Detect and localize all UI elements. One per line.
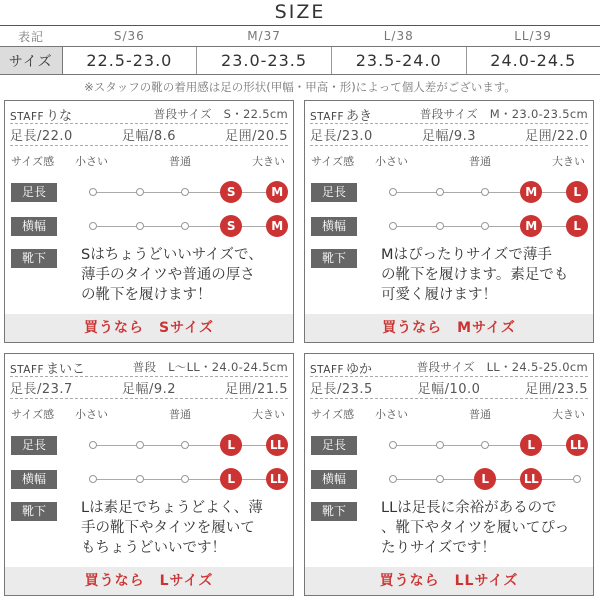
staff-name: りな <box>46 109 73 124</box>
row-tag: 靴下 <box>311 249 357 268</box>
width-scale-marker: S <box>220 215 242 237</box>
length-scale-point <box>136 188 144 196</box>
comment-line: の靴下を履けます。素足でも <box>381 267 569 283</box>
page-title: SIZE <box>274 1 326 23</box>
length-scale-marker: L <box>520 434 542 456</box>
length-scale-marker: L <box>220 434 242 456</box>
staff-name: ゆか <box>346 362 373 377</box>
row-tag: 靴下 <box>11 249 57 268</box>
length-scale-marker: M <box>520 181 542 203</box>
foot-measurements <box>10 378 288 398</box>
staff-header <box>310 358 588 378</box>
fit-label: サイズ感 <box>311 155 355 168</box>
dashed-divider <box>10 123 288 124</box>
comment-line: 可愛く履けます！ <box>381 287 497 303</box>
length-scale-marker: LL <box>266 434 288 456</box>
staff-comment <box>81 498 293 558</box>
comment-line: たりサイズです！ <box>381 540 496 556</box>
foot-length: 足長/23.0 <box>310 129 373 144</box>
scale-normal: 普通 <box>169 408 191 421</box>
dashed-divider <box>10 145 288 146</box>
fit-label: サイズ感 <box>11 408 55 421</box>
fit-scale-labels <box>5 153 293 167</box>
row-tag: 横幅 <box>11 470 57 489</box>
foot-width: 足幅/8.6 <box>121 129 177 144</box>
staff-header <box>310 105 588 125</box>
length-scale-point <box>481 441 489 449</box>
staff-card <box>4 353 294 596</box>
staff-card <box>304 353 594 596</box>
staff-header <box>10 105 288 125</box>
size-value: 23.5-24.0 <box>331 47 466 75</box>
length-scale-point <box>389 441 397 449</box>
foot-measurements <box>10 125 288 145</box>
fit-scale-labels <box>5 406 293 420</box>
width-scale-marker: L <box>566 215 588 237</box>
dashed-divider <box>310 123 588 124</box>
size-value: 23.0-23.5 <box>197 47 332 75</box>
scale-large: 大きい <box>552 155 585 168</box>
row-tag: 足長 <box>311 183 357 202</box>
size-value: 24.0-24.5 <box>466 47 600 75</box>
scale-large: 大きい <box>252 155 285 168</box>
width-scale-marker: L <box>474 468 496 490</box>
staff-label: STAFF <box>10 364 45 376</box>
width-scale-point <box>136 222 144 230</box>
foot-girth: 足囲/20.5 <box>225 129 288 144</box>
scale-normal: 普通 <box>469 155 491 168</box>
recommendation: 買うなら LLサイズ <box>305 567 593 595</box>
row-tag: 足長 <box>11 183 57 202</box>
fit-scale-labels <box>305 406 593 420</box>
width-scale-marker: M <box>520 215 542 237</box>
recommendation: 買うなら Lサイズ <box>5 567 293 595</box>
length-scale-marker: L <box>566 181 588 203</box>
staff-name: まいこ <box>46 362 86 377</box>
foot-girth: 足囲/22.0 <box>525 129 588 144</box>
scale-small: 小さい <box>75 408 108 421</box>
size-header: M/37 <box>247 29 281 43</box>
row-tag: 足長 <box>11 436 57 455</box>
scale-small: 小さい <box>375 155 408 168</box>
size-table-value-row <box>0 47 600 75</box>
size-header: L/38 <box>383 29 414 43</box>
width-scale-point <box>389 475 397 483</box>
usual-size: 普段サイズ LL・24.5-25.0cm <box>416 360 588 374</box>
size-header: LL/39 <box>514 29 552 43</box>
foot-length: 足長/23.5 <box>310 382 373 397</box>
row-tag: 横幅 <box>311 217 357 236</box>
comment-line: Mはぴったりサイズで薄手 <box>381 247 552 263</box>
fit-label: サイズ感 <box>311 408 355 421</box>
width-scale-marker: LL <box>520 468 542 490</box>
comment-line: もちょうどいいです！ <box>81 540 226 556</box>
scale-small: 小さい <box>375 408 408 421</box>
width-scale-point <box>389 222 397 230</box>
length-scale-point <box>436 188 444 196</box>
size-header: S/36 <box>113 29 145 43</box>
width-scale-point <box>181 475 189 483</box>
size-header-label: 表記 <box>17 29 44 44</box>
usual-size: 普段 L〜LL・24.0-24.5cm <box>132 360 288 374</box>
foot-girth: 足囲/23.5 <box>525 382 588 397</box>
fit-scale-labels <box>305 153 593 167</box>
scale-normal: 普通 <box>469 408 491 421</box>
size-row-label: サイズ <box>0 47 62 75</box>
comment-line: 薄手のタイツや普通の厚さ <box>81 267 255 283</box>
scale-normal: 普通 <box>169 155 191 168</box>
usual-size: 普段サイズ M・23.0-23.5cm <box>419 107 588 121</box>
size-table-header-row <box>0 26 600 47</box>
size-value: 22.5-23.0 <box>62 47 197 75</box>
foot-width: 足幅/9.2 <box>121 382 177 397</box>
length-scale-point <box>389 188 397 196</box>
width-scale-marker: L <box>220 468 242 490</box>
row-tag: 横幅 <box>311 470 357 489</box>
staff-comment <box>381 498 593 558</box>
foot-length: 足長/23.7 <box>10 382 73 397</box>
recommendation: 買うなら Mサイズ <box>305 314 593 342</box>
width-scale-marker: M <box>266 215 288 237</box>
width-scale-point <box>89 475 97 483</box>
fit-label: サイズ感 <box>11 155 55 168</box>
fit-note: ※スタッフの靴の着用感は足の形状(甲幅・甲高・形)によって個人差がございます。 <box>84 80 516 94</box>
scale-large: 大きい <box>552 408 585 421</box>
length-scale-marker: S <box>220 181 242 203</box>
width-scale-point <box>573 475 581 483</box>
usual-size: 普段サイズ S・22.5cm <box>153 107 288 121</box>
length-scale-point <box>89 441 97 449</box>
width-scale-point <box>136 475 144 483</box>
length-scale-point <box>136 441 144 449</box>
staff-name: あき <box>346 109 373 124</box>
comment-line: Lは素足でちょうどよく、薄 <box>81 500 263 516</box>
dashed-divider <box>310 376 588 377</box>
comment-line: の靴下を履けます！ <box>81 287 212 303</box>
width-scale-point <box>181 222 189 230</box>
width-scale-point <box>436 222 444 230</box>
length-scale-marker: M <box>266 181 288 203</box>
foot-measurements <box>310 125 588 145</box>
row-tag: 靴下 <box>11 502 57 521</box>
row-tag: 足長 <box>311 436 357 455</box>
scale-small: 小さい <box>75 155 108 168</box>
length-scale-marker: LL <box>566 434 588 456</box>
dashed-divider <box>310 398 588 399</box>
staff-comment <box>381 245 593 305</box>
row-tag: 靴下 <box>311 502 357 521</box>
staff-card <box>304 100 594 343</box>
dashed-divider <box>310 145 588 146</box>
staff-card <box>4 100 294 343</box>
comment-line: LLは足長に余裕があるので <box>381 500 557 516</box>
width-scale-point <box>481 222 489 230</box>
foot-width: 足幅/9.3 <box>421 129 477 144</box>
dashed-divider <box>10 376 288 377</box>
foot-length: 足長/22.0 <box>10 129 73 144</box>
staff-label: STAFF <box>310 364 345 376</box>
size-table <box>0 26 600 75</box>
length-scale-point <box>181 441 189 449</box>
staff-comment <box>81 245 293 305</box>
width-scale-point <box>89 222 97 230</box>
width-scale-point <box>436 475 444 483</box>
staff-header <box>10 358 288 378</box>
width-scale-marker: LL <box>266 468 288 490</box>
recommendation: 買うなら Sサイズ <box>5 314 293 342</box>
comment-line: 、靴下やタイツを履いてぴっ <box>381 520 570 536</box>
scale-large: 大きい <box>252 408 285 421</box>
length-scale-point <box>436 441 444 449</box>
length-scale-point <box>181 188 189 196</box>
comment-line: 手の靴下やタイツを履いて <box>81 520 255 536</box>
length-scale-point <box>89 188 97 196</box>
length-scale-point <box>481 188 489 196</box>
foot-measurements <box>310 378 588 398</box>
comment-line: Sはちょうどいいサイズで、 <box>81 247 263 263</box>
foot-girth: 足囲/21.5 <box>225 382 288 397</box>
staff-label: STAFF <box>310 111 345 123</box>
foot-width: 足幅/10.0 <box>417 382 481 397</box>
staff-label: STAFF <box>10 111 45 123</box>
row-tag: 横幅 <box>11 217 57 236</box>
dashed-divider <box>10 398 288 399</box>
